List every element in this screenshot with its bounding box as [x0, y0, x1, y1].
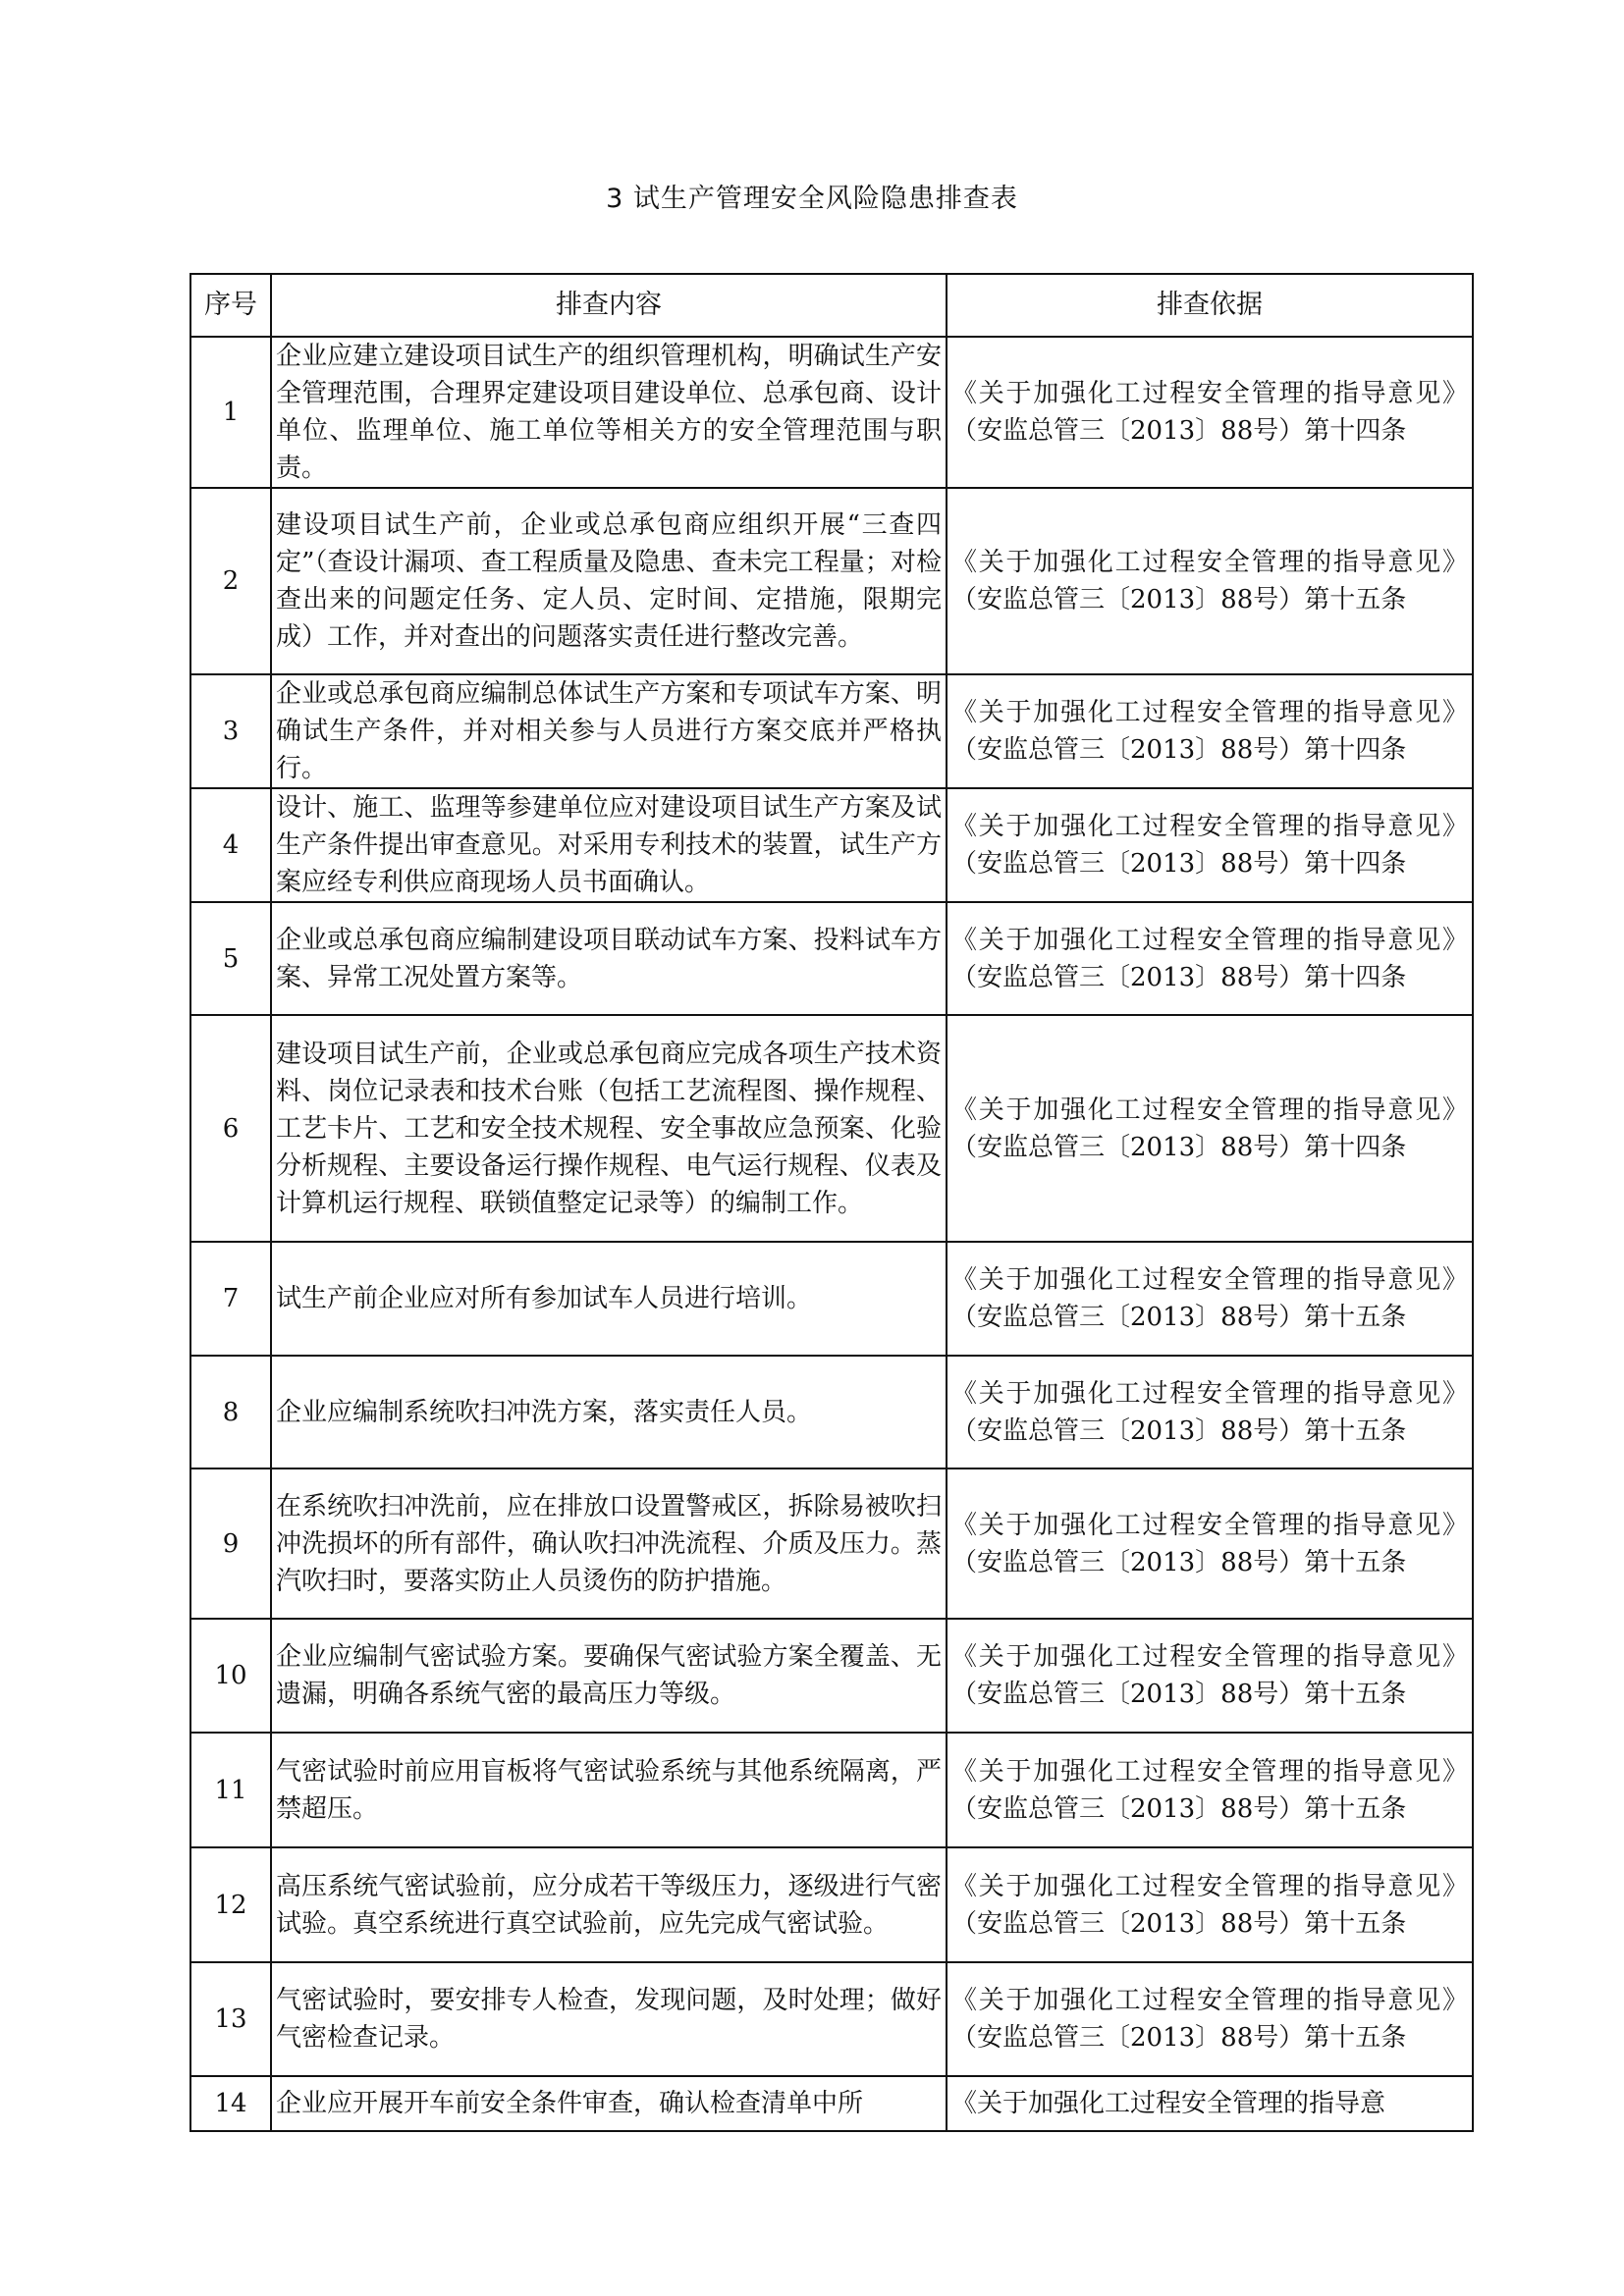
row-number: 6: [190, 1015, 271, 1242]
row-basis: 《关于加强化工过程安全管理的指导意: [947, 2076, 1473, 2131]
table-row: [190, 1619, 1473, 1733]
row-content: 在系统吹扫冲洗前，应在排放口设置警戒区，拆除易被吹扫冲洗损坏的所有部件，确认吹扫冲洗流程、介质及压力。蒸汽吹扫时，要落实防止人员烫伤的防护措施。: [271, 1468, 947, 1619]
table-row: [190, 1356, 1473, 1468]
row-basis: 《关于加强化工过程安全管理的指导意见》（安监总管三〔2013〕88号）第十五条: [947, 1468, 1473, 1619]
row-number: 13: [190, 1962, 271, 2076]
row-basis: 《关于加强化工过程安全管理的指导意见》（安监总管三〔2013〕88号）第十五条: [947, 1356, 1473, 1468]
header-content: 排查内容: [271, 274, 947, 337]
row-number: 12: [190, 1847, 271, 1962]
row-content: 企业应编制系统吹扫冲洗方案，落实责任人员。: [271, 1356, 947, 1468]
row-basis: 《关于加强化工过程安全管理的指导意见》（安监总管三〔2013〕88号）第十四条: [947, 674, 1473, 788]
row-basis: 《关于加强化工过程安全管理的指导意见》（安监总管三〔2013〕88号）第十五条: [947, 1619, 1473, 1733]
row-basis: 《关于加强化工过程安全管理的指导意见》（安监总管三〔2013〕88号）第十五条: [947, 1962, 1473, 2076]
row-number: 3: [190, 674, 271, 788]
table-row: [190, 1962, 1473, 2076]
table-row: [190, 337, 1473, 488]
table-row: [190, 1733, 1473, 1847]
table-row: [190, 788, 1473, 902]
row-content: 企业应建立建设项目试生产的组织管理机构，明确试生产安全管理范围，合理界定建设项目建设单位、总承包商、设计单位、监理单位、施工单位等相关方的安全管理范围与职责。: [271, 337, 947, 488]
row-number: 1: [190, 337, 271, 488]
page-title: 3 试生产管理安全风险隐患排查表: [606, 184, 1018, 214]
header-basis: 排查依据: [947, 274, 1473, 337]
table-row: [190, 1242, 1473, 1356]
table-row: [190, 674, 1473, 788]
inspection-table: [189, 273, 1474, 2132]
row-number: 5: [190, 902, 271, 1015]
row-content: 建设项目试生产前，企业或总承包商应组织开展“三查四定”（查设计漏项、查工程质量及隐患、查未完工程量；对检查出来的问题定任务、定人员、定时间、定措施，限期完成）工作，并对查出的问题落实责任进行整改完善。: [271, 488, 947, 674]
row-basis: 《关于加强化工过程安全管理的指导意见》（安监总管三〔2013〕88号）第十五条: [947, 488, 1473, 674]
row-basis: 《关于加强化工过程安全管理的指导意见》（安监总管三〔2013〕88号）第十五条: [947, 1242, 1473, 1356]
table-row: [190, 2076, 1473, 2131]
row-basis: 《关于加强化工过程安全管理的指导意见》（安监总管三〔2013〕88号）第十四条: [947, 337, 1473, 488]
row-content: 企业应编制气密试验方案。要确保气密试验方案全覆盖、无遗漏，明确各系统气密的最高压力等级。: [271, 1619, 947, 1733]
row-number: 9: [190, 1468, 271, 1619]
row-basis: 《关于加强化工过程安全管理的指导意见》（安监总管三〔2013〕88号）第十四条: [947, 1015, 1473, 1242]
table-header-row: [190, 274, 1473, 337]
row-number: 14: [190, 2076, 271, 2131]
row-content: 企业或总承包商应编制建设项目联动试车方案、投料试车方案、异常工况处置方案等。: [271, 902, 947, 1015]
row-content: 企业应开展开车前安全条件审查，确认检查清单中所: [271, 2076, 947, 2131]
row-number: 7: [190, 1242, 271, 1356]
row-number: 8: [190, 1356, 271, 1468]
row-basis: 《关于加强化工过程安全管理的指导意见》（安监总管三〔2013〕88号）第十四条: [947, 788, 1473, 902]
row-basis: 《关于加强化工过程安全管理的指导意见》（安监总管三〔2013〕88号）第十五条: [947, 1847, 1473, 1962]
header-number: 序号: [190, 274, 271, 337]
row-number: 2: [190, 488, 271, 674]
row-number: 4: [190, 788, 271, 902]
row-content: 设计、施工、监理等参建单位应对建设项目试生产方案及试生产条件提出审查意见。对采用专利技术的装置，试生产方案应经专利供应商现场人员书面确认。: [271, 788, 947, 902]
row-number: 11: [190, 1733, 271, 1847]
row-content: 企业或总承包商应编制总体试生产方案和专项试车方案、明确试生产条件，并对相关参与人员进行方案交底并严格执行。: [271, 674, 947, 788]
table-row: [190, 488, 1473, 674]
table-row: [190, 1847, 1473, 1962]
row-content: 试生产前企业应对所有参加试车人员进行培训。: [271, 1242, 947, 1356]
table-row: [190, 902, 1473, 1015]
row-content: 气密试验时，要安排专人检查，发现问题，及时处理；做好气密检查记录。: [271, 1962, 947, 2076]
table-row: [190, 1468, 1473, 1619]
row-content: 高压系统气密试验前，应分成若干等级压力，逐级进行气密试验。真空系统进行真空试验前，应先完成气密试验。: [271, 1847, 947, 1962]
row-basis: 《关于加强化工过程安全管理的指导意见》（安监总管三〔2013〕88号）第十五条: [947, 1733, 1473, 1847]
row-content: 建设项目试生产前，企业或总承包商应完成各项生产技术资料、岗位记录表和技术台账（包括工艺流程图、操作规程、工艺卡片、工艺和安全技术规程、安全事故应急预案、化验分析规程、主要设备运行操作规程、电气运行规程、仪表及计算机运行规程、联锁值整定记录等）的编制工作。: [271, 1015, 947, 1242]
table-row: [190, 1015, 1473, 1242]
row-content: 气密试验时前应用盲板将气密试验系统与其他系统隔离，严禁超压。: [271, 1733, 947, 1847]
row-basis: 《关于加强化工过程安全管理的指导意见》（安监总管三〔2013〕88号）第十四条: [947, 902, 1473, 1015]
row-number: 10: [190, 1619, 271, 1733]
